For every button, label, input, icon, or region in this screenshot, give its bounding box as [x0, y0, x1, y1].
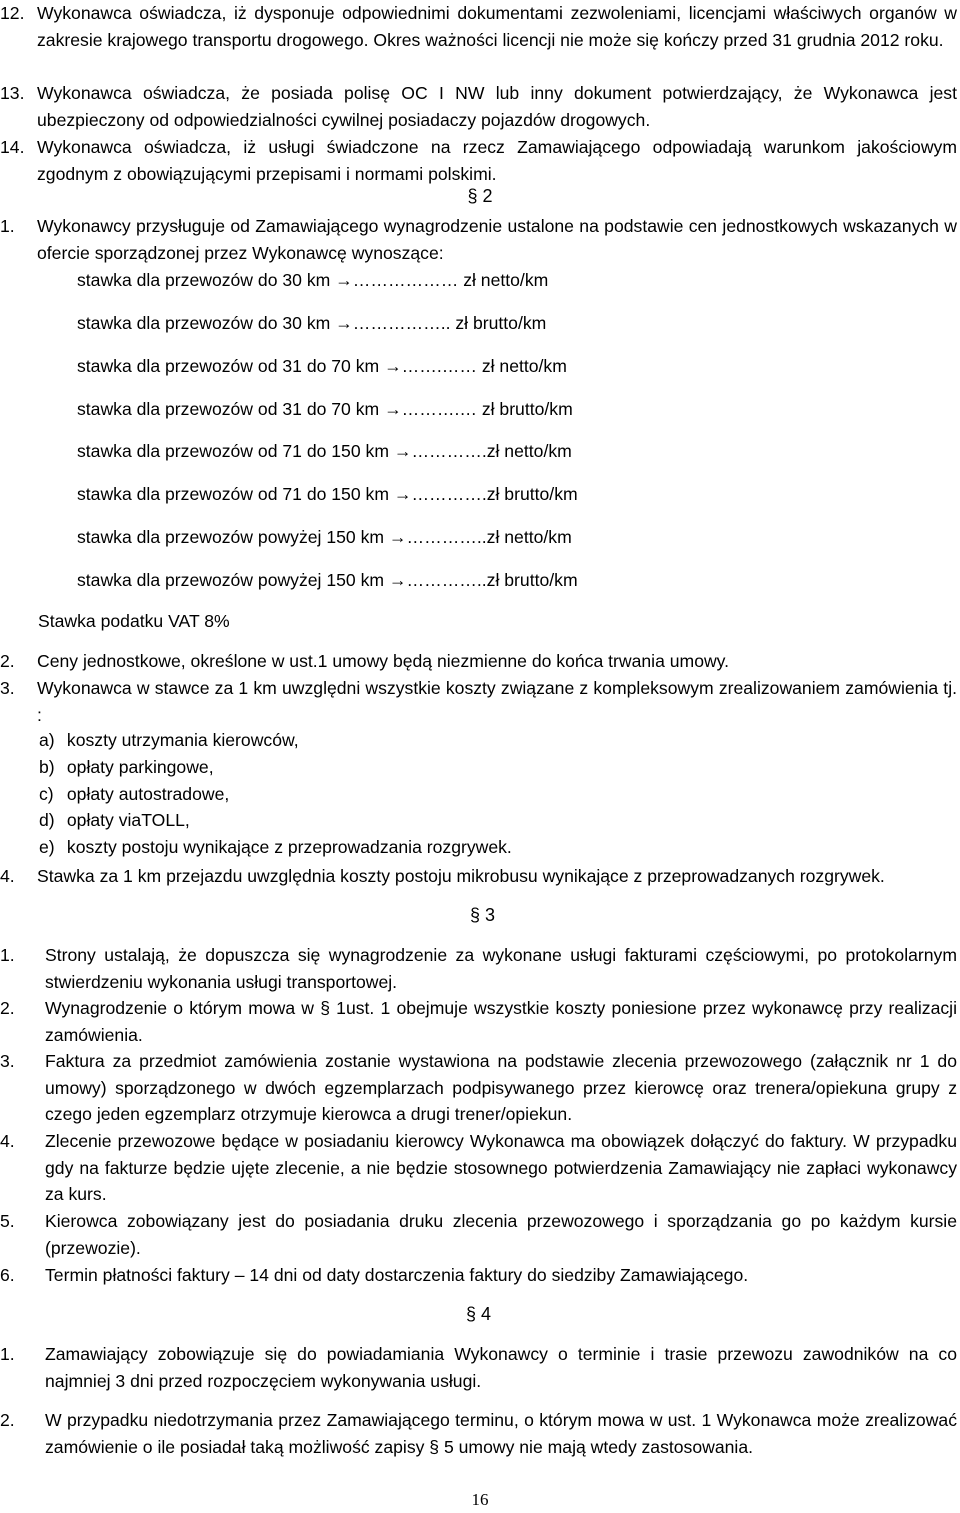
clause-number: 3.	[0, 1051, 15, 1071]
subitem-text: opłaty viaTOLL,	[66, 810, 190, 830]
subitem	[39, 837, 512, 858]
rate-line: stawka dla przewozów do 30 km →……………… zł netto/km	[77, 270, 549, 290]
rate-line: stawka dla przewozów od 31 do 70 km →……….… zł brutto/km	[77, 399, 573, 419]
clause-number: 1.	[0, 945, 15, 965]
rate-line: stawka dla przewozów powyżej 150 km →…………..zł brutto/km	[77, 570, 578, 590]
rate-line: stawka dla przewozów do 30 km →…………….. zł brutto/km	[77, 313, 547, 333]
subitem-letter: e)	[39, 837, 55, 857]
clause-number: 6.	[0, 1265, 15, 1285]
subitem-letter: b)	[39, 757, 55, 777]
clause-number: 4.	[0, 1131, 15, 1151]
clause-text: Wykonawca oświadcza, iż usługi świadczone na rzecz Zamawiającego odpowiadają warunkom jakościowym zgodnym z obowiązującymi przepisami i normami polskimi.	[37, 137, 957, 184]
clause-number: 2.	[0, 998, 15, 1018]
clause-number: 2.	[0, 1410, 15, 1430]
clause-text: Strony ustalają, że dopuszcza się wynagrodzenie za wykonane usługi fakturami częściowymi, po protokolarnym stwierdzeniu wykonania usługi transportowej.	[45, 945, 957, 992]
clause-text: W przypadku niedotrzymania przez Zamawiającego terminu, o którym mowa w ust. 1 Wykonawca może zrealizować zamówienie o ile posiadał taką możliwość zapisy § 5 umowy nie mają wtedy zastosowania.	[45, 1410, 957, 1457]
clause-number: 4.	[0, 866, 15, 886]
subitem-letter: a)	[39, 730, 55, 750]
section-heading-2: § 2	[467, 186, 493, 206]
clause-text: Zamawiający zobowiązuje się do powiadamiania Wykonawcy o terminie i trasie przewozu zawodników na co najmniej 3 dni przed rozpoczęciem wykonywania usługi.	[45, 1344, 957, 1391]
clause-text: Kierowca zobowiązany jest do posiadania druku zlecenia przewozowego i sporządzania go po każdym kursie (przewozie).	[45, 1211, 957, 1258]
section-heading-4: § 4	[466, 1304, 492, 1324]
subitem-letter: c)	[39, 784, 54, 804]
clause-number: 1.	[0, 1344, 15, 1364]
clause-text: Stawka za 1 km przejazdu uwzględnia koszty postoju mikrobusu wynikające z przeprowadzanych rozgrywek.	[37, 866, 885, 886]
clause-text: Termin płatności faktury – 14 dni od daty dostarczenia faktury do siedziby Zamawiającego.	[45, 1265, 749, 1285]
vat-rate: Stawka podatku VAT 8%	[38, 611, 230, 631]
subitem-text: opłaty parkingowe,	[66, 757, 214, 777]
clause-number: 2.	[0, 651, 15, 671]
clause-text: Wynagrodzenie o którym mowa w § 1ust. 1 obejmuje wszystkie koszty poniesione przez wykonawcę przy realizacji zamówienia.	[45, 998, 957, 1045]
rate-line: stawka dla przewozów powyżej 150 km →…………..zł netto/km	[77, 527, 572, 547]
subitem	[39, 810, 190, 831]
rate-line: stawka dla przewozów od 31 do 70 km →…….…… zł netto/km	[77, 356, 567, 376]
rate-line: stawka dla przewozów od 71 do 150 km →………….zł netto/km	[77, 441, 572, 461]
clause-text: Wykonawca oświadcza, że posiada polisę OC I NW lub inny dokument potwierdzający, że Wykonawca jest ubezpieczony od odpowiedzialności cywilnej posiadaczy pojazdów drogowych.	[37, 83, 957, 130]
clause-text: Wykonawca oświadcza, iż dysponuje odpowiednimi dokumentami zezwoleniami, licencjami właściwych organów w zakresie krajowego transportu drogowego. Okres ważności licencji nie może się kończy przed 31 grudnia 2012 roku.	[37, 3, 957, 50]
clause-text: Wykonawcy przysługuje od Zamawiającego wynagrodzenie ustalone na podstawie cen jednostkowych wskazanych w ofercie sporządzonej przez Wykonawcę wynoszące:	[37, 216, 957, 263]
clause-number: 14.	[0, 137, 25, 157]
clause-text: Faktura za przedmiot zamówienia zostanie wystawiona na podstawie zlecenia przewozowego (załącznik nr 1 do umowy) sporządzonego w dwóch egzemplarzach podpisywanego przez kierowcę oraz trenera/opiekuna grupy z czego jeden egzemplarz otrzymuje kierowca a drugi trener/opiekun.	[45, 1051, 957, 1124]
subitem-text: opłaty autostradowe,	[66, 784, 230, 804]
subitem	[39, 730, 299, 751]
clause-number: 12.	[0, 3, 25, 23]
clause-number: 1.	[0, 216, 15, 236]
subitem	[39, 784, 229, 805]
section-heading-3: § 3	[470, 905, 496, 925]
subitem	[39, 757, 214, 778]
page-number: 16	[471, 1490, 489, 1509]
clause-text: Zlecenie przewozowe będące w posiadaniu kierowcy Wykonawca ma obowiązek dołączyć do faktury. W przypadku gdy na fakturze będzie ujęte zlecenie, a nie będzie stosownego potwierdzenia Zamawiający nie zapłaci wykonawcy za kurs.	[45, 1131, 957, 1204]
clause-text: Wykonawca w stawce za 1 km uwzględni wszystkie koszty związane z kompleksowym zrealizowaniem zamówienia tj. :	[37, 678, 957, 725]
subitem-letter: d)	[39, 810, 55, 830]
clause-number: 3.	[0, 678, 15, 698]
subitem-text: koszty postoju wynikające z przeprowadzania rozgrywek.	[66, 837, 512, 857]
rate-line: stawka dla przewozów od 71 do 150 km →………….zł brutto/km	[77, 484, 578, 504]
clause-number: 13.	[0, 83, 25, 103]
clause-text: Ceny jednostkowe, określone w ust.1 umowy będą niezmienne do końca trwania umowy.	[37, 651, 730, 671]
subitem-text: koszty utrzymania kierowców,	[66, 730, 299, 750]
clause-number: 5.	[0, 1211, 15, 1231]
